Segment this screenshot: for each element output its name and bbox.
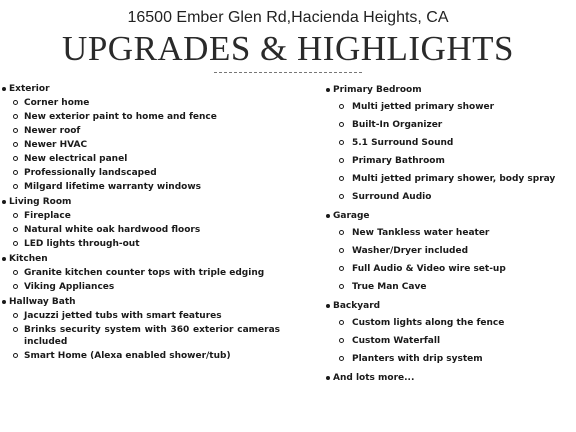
list-item: Milgard lifetime warranty windows bbox=[2, 181, 290, 193]
page-title: UPGRADES & HIGHLIGHTS bbox=[62, 29, 514, 68]
list-item: 5.1 Surround Sound bbox=[326, 137, 576, 149]
section-list bbox=[326, 101, 576, 203]
section-and-lots-more bbox=[326, 371, 576, 385]
property-address: 16500 Ember Glen Rd,Hacienda Heights, CA bbox=[127, 9, 449, 26]
section-exterior bbox=[2, 82, 290, 193]
list-item: Granite kitchen counter tops with triple edging bbox=[2, 267, 290, 279]
list-item: LED lights through-out bbox=[2, 238, 290, 250]
section-list bbox=[2, 310, 290, 362]
list-item: Planters with drip system bbox=[326, 353, 576, 365]
section-title: Garage bbox=[326, 209, 576, 223]
list-item: Custom lights along the fence bbox=[326, 317, 576, 329]
list-item: Primary Bathroom bbox=[326, 155, 576, 167]
list-item: Newer roof bbox=[2, 125, 290, 137]
section-title: Exterior bbox=[2, 82, 290, 96]
section-garage bbox=[326, 209, 576, 293]
right-column bbox=[326, 82, 576, 387]
list-item: Built-In Organizer bbox=[326, 119, 576, 131]
list-item: Smart Home (Alexa enabled shower/tub) bbox=[2, 350, 290, 362]
list-item: Natural white oak hardwood floors bbox=[2, 224, 290, 236]
section-list bbox=[2, 210, 290, 250]
list-item: Jacuzzi jetted tubs with smart features bbox=[2, 310, 290, 322]
section-hallway-bath bbox=[2, 295, 290, 362]
section-title: Primary Bedroom bbox=[326, 83, 576, 97]
left-column bbox=[2, 82, 290, 364]
section-list bbox=[2, 267, 290, 293]
list-item: Washer/Dryer included bbox=[326, 245, 576, 257]
list-item: New Tankless water heater bbox=[326, 227, 576, 239]
section-title: Living Room bbox=[2, 195, 290, 209]
list-item: Surround Audio bbox=[326, 191, 576, 203]
section-list bbox=[326, 317, 576, 365]
list-item: Newer HVAC bbox=[2, 139, 290, 151]
list-item: Multi jetted primary shower, body spray bbox=[326, 173, 576, 185]
list-item: Custom Waterfall bbox=[326, 335, 576, 347]
list-item: New exterior paint to home and fence bbox=[2, 111, 290, 123]
section-title: Backyard bbox=[326, 299, 576, 313]
section-title: Kitchen bbox=[2, 252, 290, 266]
section-list bbox=[326, 227, 576, 293]
list-item: Fireplace bbox=[2, 210, 290, 222]
section-primary-bedroom bbox=[326, 83, 576, 203]
section-list bbox=[2, 97, 290, 193]
list-item: Professionally landscaped bbox=[2, 167, 290, 179]
list-item: New electrical panel bbox=[2, 153, 290, 165]
list-item: Corner home bbox=[2, 97, 290, 109]
list-item: True Man Cave bbox=[326, 281, 576, 293]
list-item: Brinks security system with 360 exterior cameras included bbox=[2, 324, 280, 348]
section-backyard bbox=[326, 299, 576, 365]
list-item: Full Audio & Video wire set-up bbox=[326, 263, 576, 275]
list-item: Viking Appliances bbox=[2, 281, 290, 293]
title-divider bbox=[214, 72, 362, 73]
list-item: Multi jetted primary shower bbox=[326, 101, 576, 113]
section-title: And lots more... bbox=[326, 371, 576, 385]
section-kitchen bbox=[2, 252, 290, 293]
section-title: Hallway Bath bbox=[2, 295, 290, 309]
section-living-room bbox=[2, 195, 290, 250]
